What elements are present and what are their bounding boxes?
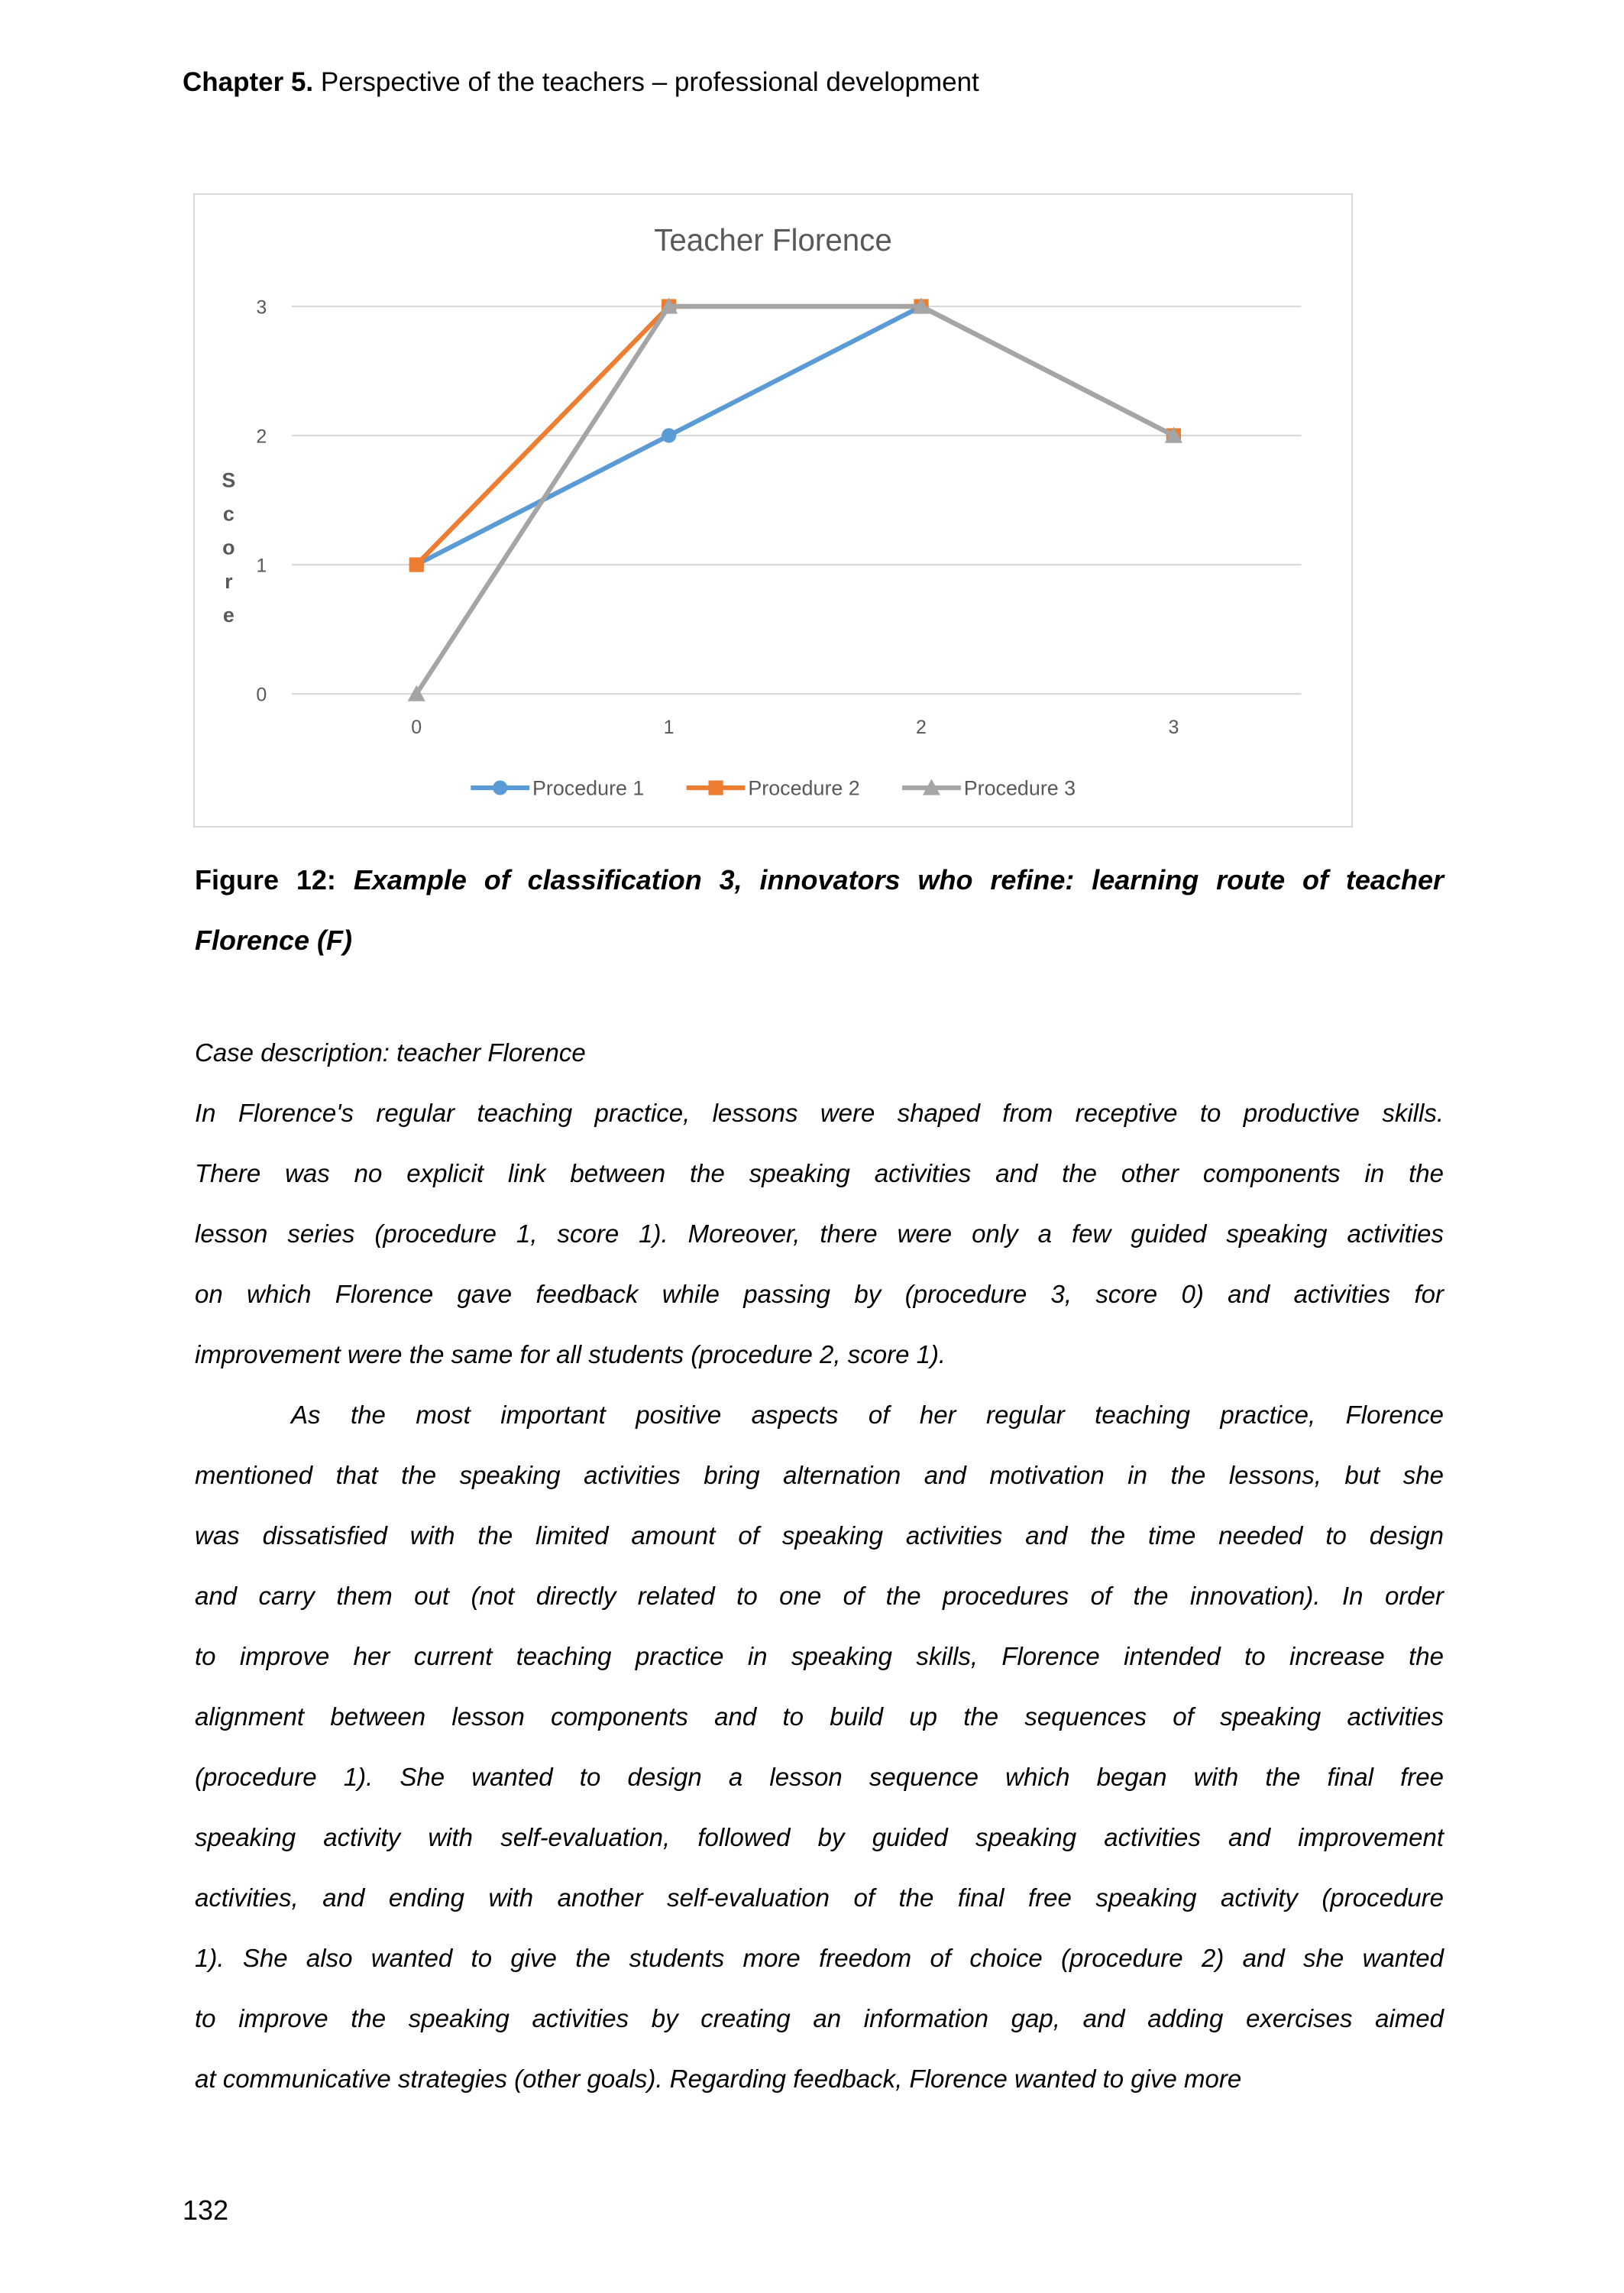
caption-text-2: Florence (F) xyxy=(195,925,353,956)
legend-marker xyxy=(493,780,507,795)
paragraph-line: speaking activity with self-evaluation, followed by guided speaking activities and improvement xyxy=(195,1823,1444,1851)
data-point xyxy=(662,428,676,442)
paragraph-line: (procedure 1). She wanted to design a lesson sequence which began with the final free xyxy=(195,1763,1444,1791)
paragraph-line: and carry them out (not directly related to one of the procedures of the innovation). In order xyxy=(195,1582,1444,1610)
y-tick-label: 0 xyxy=(256,684,267,706)
chapter-label: Chapter 5. xyxy=(183,67,314,97)
legend-marker xyxy=(708,780,723,795)
paragraph-line: to improve her current teaching practice in speaking skills, Florence intended to increase the xyxy=(195,1642,1444,1670)
running-header xyxy=(183,67,979,98)
x-tick-label: 0 xyxy=(411,716,422,738)
paragraph-line: was dissatisfied with the limited amount of speaking activities and the time needed to design xyxy=(195,1521,1444,1550)
figure-caption xyxy=(195,850,1444,970)
y-tick-label: 3 xyxy=(256,296,267,319)
body-text xyxy=(195,1022,1444,2109)
paragraph-line: to improve the speaking activities by creating an information gap, and adding exercises aimed xyxy=(195,2004,1444,2032)
page-number: 132 xyxy=(183,2194,229,2226)
y-axis-label-letter: c xyxy=(222,502,235,526)
x-tick-label: 2 xyxy=(916,716,927,738)
y-axis-label-letter: S xyxy=(222,468,236,492)
paragraph-line: activities, and ending with another self-evaluation of the final free speaking activity (procedure xyxy=(195,1883,1444,1912)
x-tick-label: 1 xyxy=(663,716,675,738)
line-chart xyxy=(193,193,1353,827)
paragraph-line: lesson series (procedure 1, score 1). Moreover, there were only a few guided speaking activities xyxy=(195,1219,1444,1248)
series-line-procedure-3 xyxy=(416,306,1173,694)
legend-label: Procedure 3 xyxy=(963,776,1076,800)
paragraph-line: at communicative strategies (other goals). Regarding feedback, Florence wanted to give more xyxy=(195,2065,1242,2093)
chart-title: Teacher Florence xyxy=(654,222,892,257)
paragraph-line: 1). She also wanted to give the students more freedom of choice (procedure 2) and she wanted xyxy=(195,1944,1444,1972)
legend-label: Procedure 2 xyxy=(748,776,860,800)
y-axis-label-letter: e xyxy=(222,603,235,627)
figure-label: Figure 12: xyxy=(195,864,336,896)
paragraph-line: improvement were the same for all students (procedure 2, score 1). xyxy=(195,1340,946,1368)
data-point xyxy=(409,557,424,572)
y-axis-label-letter: r xyxy=(225,569,233,593)
y-axis-label-letter: o xyxy=(222,536,235,559)
caption-text-1: Example of classification 3, innovators who refine: learning route of teacher xyxy=(353,864,1444,896)
paragraph-line: There was no explicit link between the speaking activities and the other components in the xyxy=(195,1159,1444,1187)
chart-svg xyxy=(195,195,1351,826)
case-heading: Case description: teacher Florence xyxy=(195,1038,586,1067)
paragraph-line: alignment between lesson components and to build up the sequences of speaking activities xyxy=(195,1702,1444,1731)
chapter-title: Perspective of the teachers – professional development xyxy=(320,67,979,97)
paragraph-line: mentioned that the speaking activities bring alternation and motivation in the lessons, but she xyxy=(195,1461,1444,1489)
paragraph-line: As the most important positive aspects of her regular teaching practice, Florence xyxy=(291,1401,1444,1429)
paragraph-line: In Florence's regular teaching practice, lessons were shaped from receptive to productive skills. xyxy=(195,1099,1444,1127)
y-tick-label: 2 xyxy=(256,426,267,448)
legend-label: Procedure 1 xyxy=(532,776,645,800)
paragraph-line: on which Florence gave feedback while passing by (procedure 3, score 0) and activities for xyxy=(195,1280,1444,1308)
x-tick-label: 3 xyxy=(1168,716,1179,738)
y-tick-label: 1 xyxy=(256,555,267,577)
